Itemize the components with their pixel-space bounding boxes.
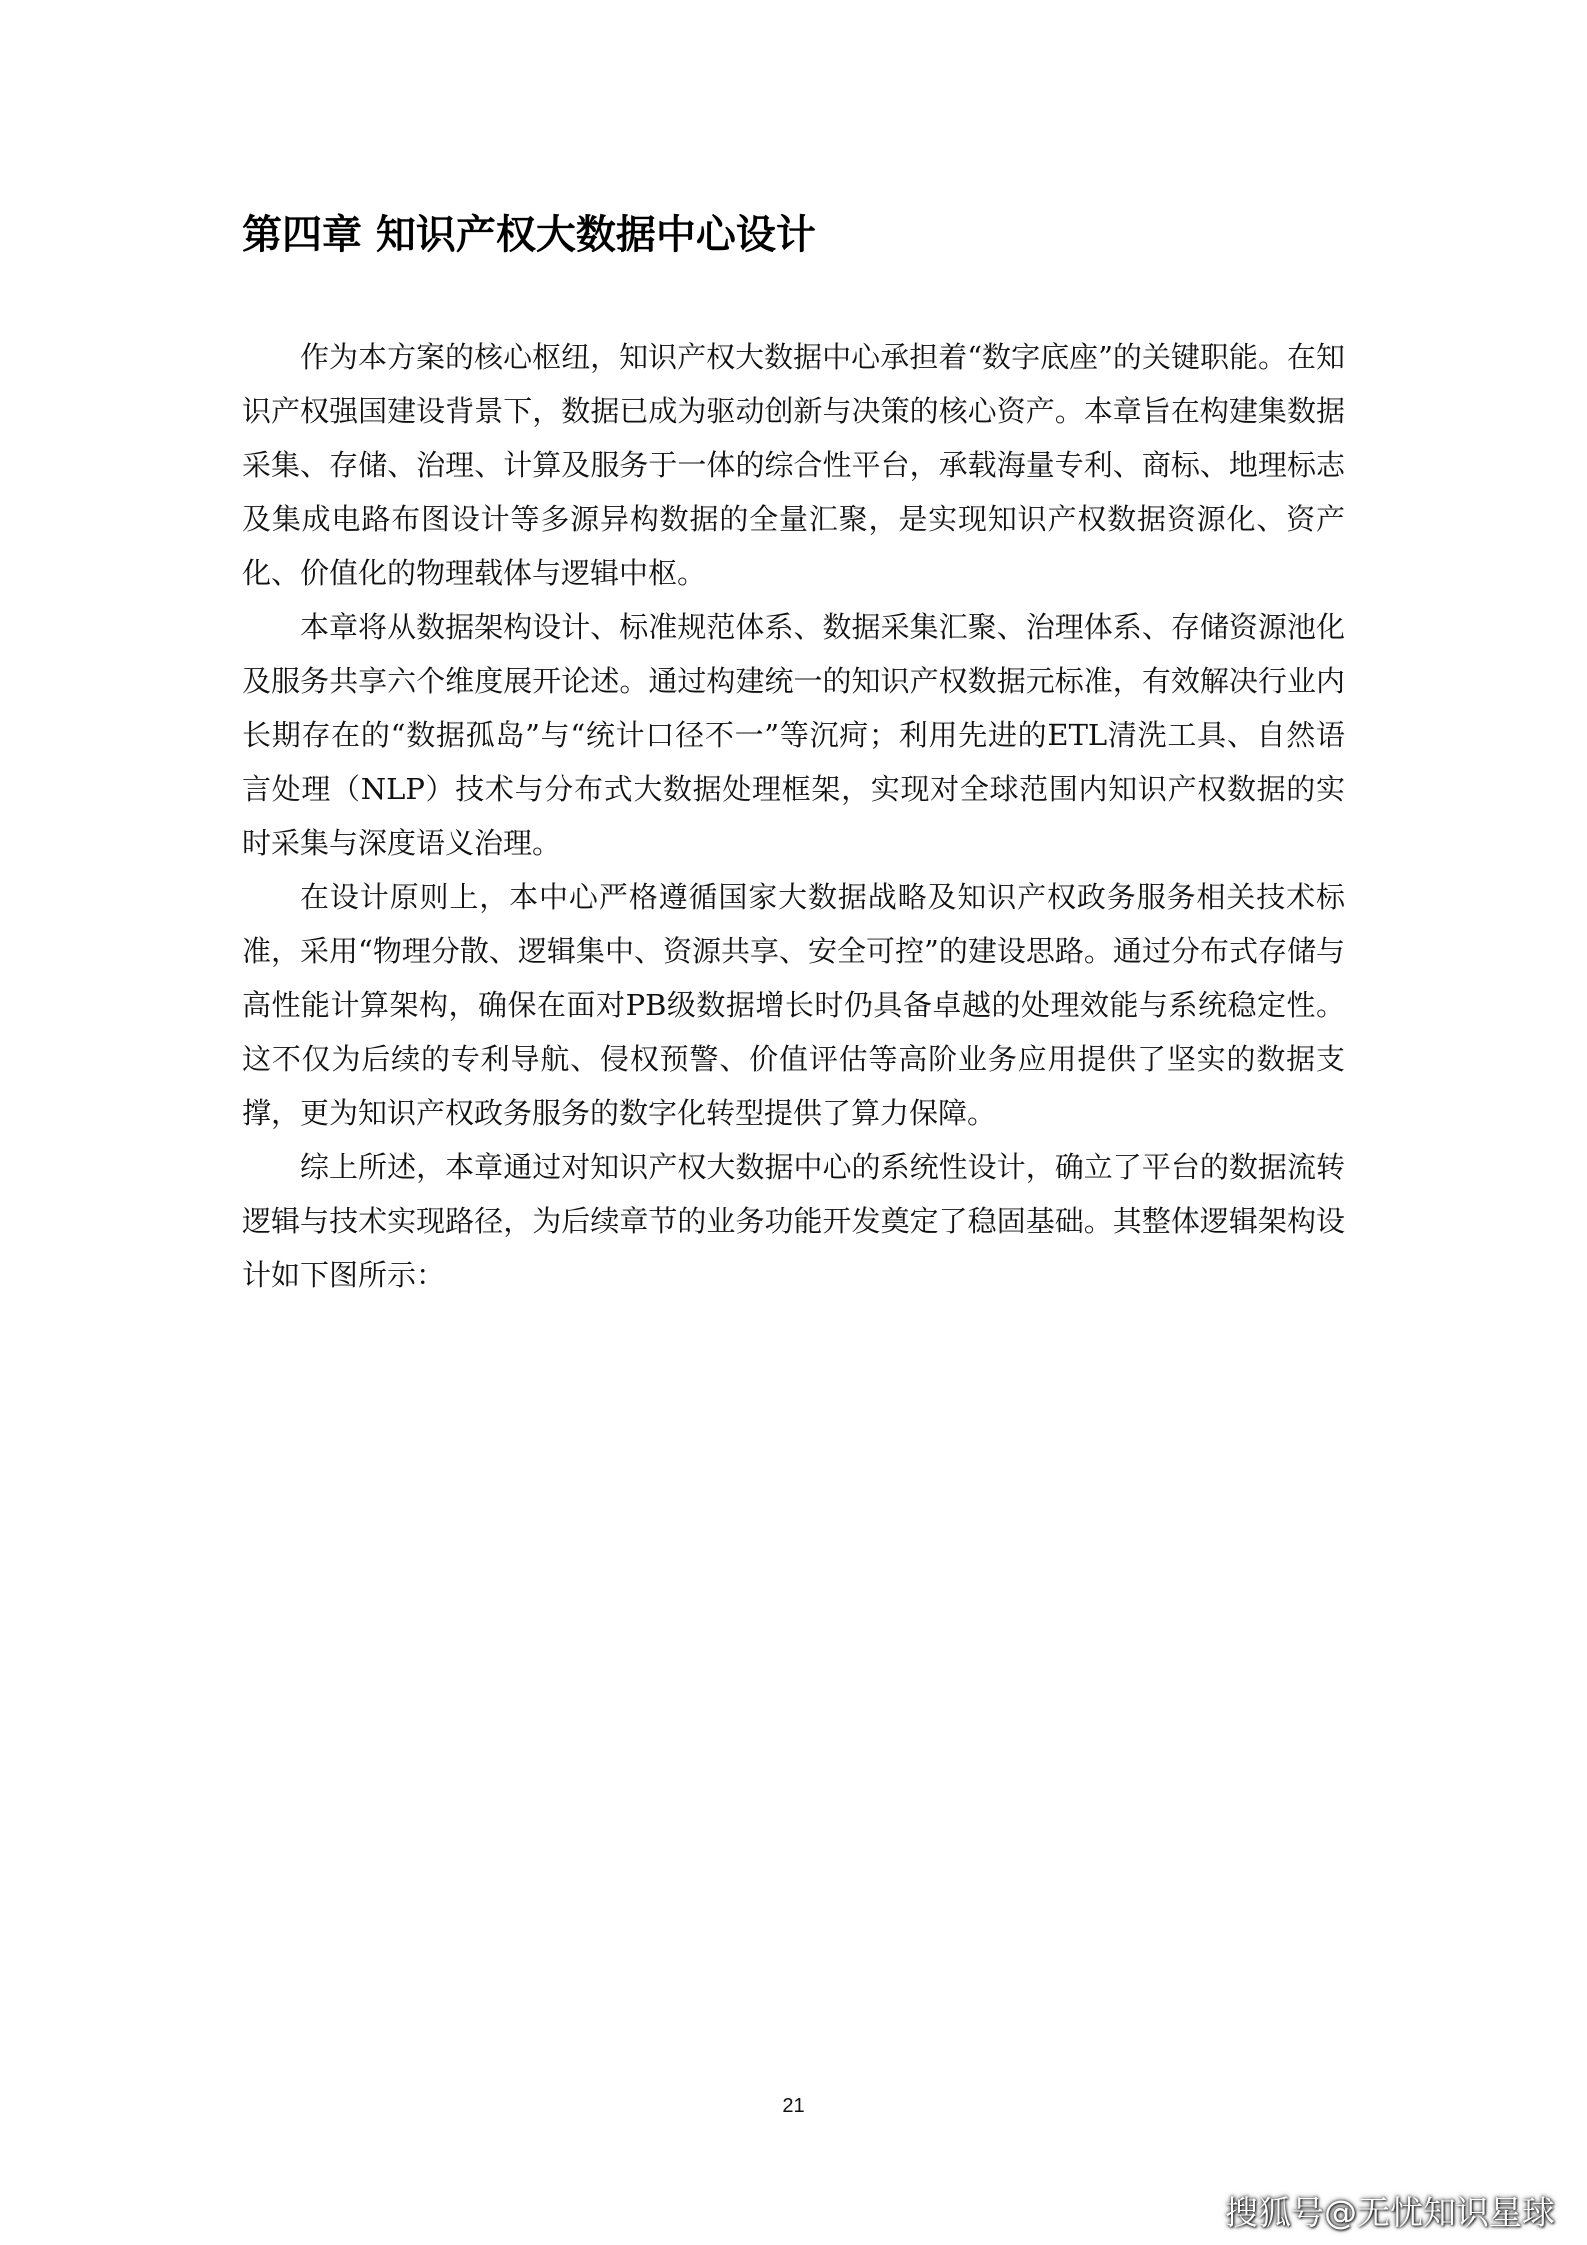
chapter-body (242, 330, 1345, 1302)
paragraph: 综上所述，本章通过对知识产权大数据中心的系统性设计，确立了平台的数据流转逻辑与技术实现路径，为后续章节的业务功能开发奠定了稳固基础。其整体逻辑架构设计如下图所示： (242, 1150, 1345, 1292)
paragraph: 作为本方案的核心枢纽，知识产权大数据中心承担着“数字底座”的关键职能。在知识产权强国建设背景下，数据已成为驱动创新与决策的核心资产。本章旨在构建集数据采集、存储、治理、计算及服务于一体的综合性平台，承载海量专利、商标、地理标志及集成电路布图设计等多源异构数据的全量汇聚，是实现知识产权数据资源化、资产化、价值化的物理载体与逻辑中枢。 (242, 340, 1345, 590)
paragraph: 在设计原则上，本中心严格遵循国家大数据战略及知识产权政务服务相关技术标准，采用“物理分散、逻辑集中、资源共享、安全可控”的建设思路。通过分布式存储与高性能计算架构，确保在面对PB级数据增长时仍具备卓越的处理效能与系统稳定性。这不仅为后续的专利导航、侵权预警、价值评估等高阶业务应用提供了坚实的数据支撑，更为知识产权政务服务的数字化转型提供了算力保障。 (242, 880, 1345, 1130)
watermark: 搜狐号@无忧知识星球 (1225, 2193, 1555, 2232)
chapter-title: 第四章 知识产权大数据中心设计 (242, 212, 816, 258)
paragraph: 本章将从数据架构设计、标准规范体系、数据采集汇聚、治理体系、存储资源池化及服务共享六个维度展开论述。通过构建统一的知识产权数据元标准，有效解决行业内长期存在的“数据孤岛”与“统计口径不一”等沉疴；利用先进的ETL清洗工具、自然语言处理（NLP）技术与分布式大数据处理框架，实现对全球范围内知识产权数据的实时采集与深度语义治理。 (242, 610, 1345, 860)
page-number: 21 (782, 2095, 805, 2117)
